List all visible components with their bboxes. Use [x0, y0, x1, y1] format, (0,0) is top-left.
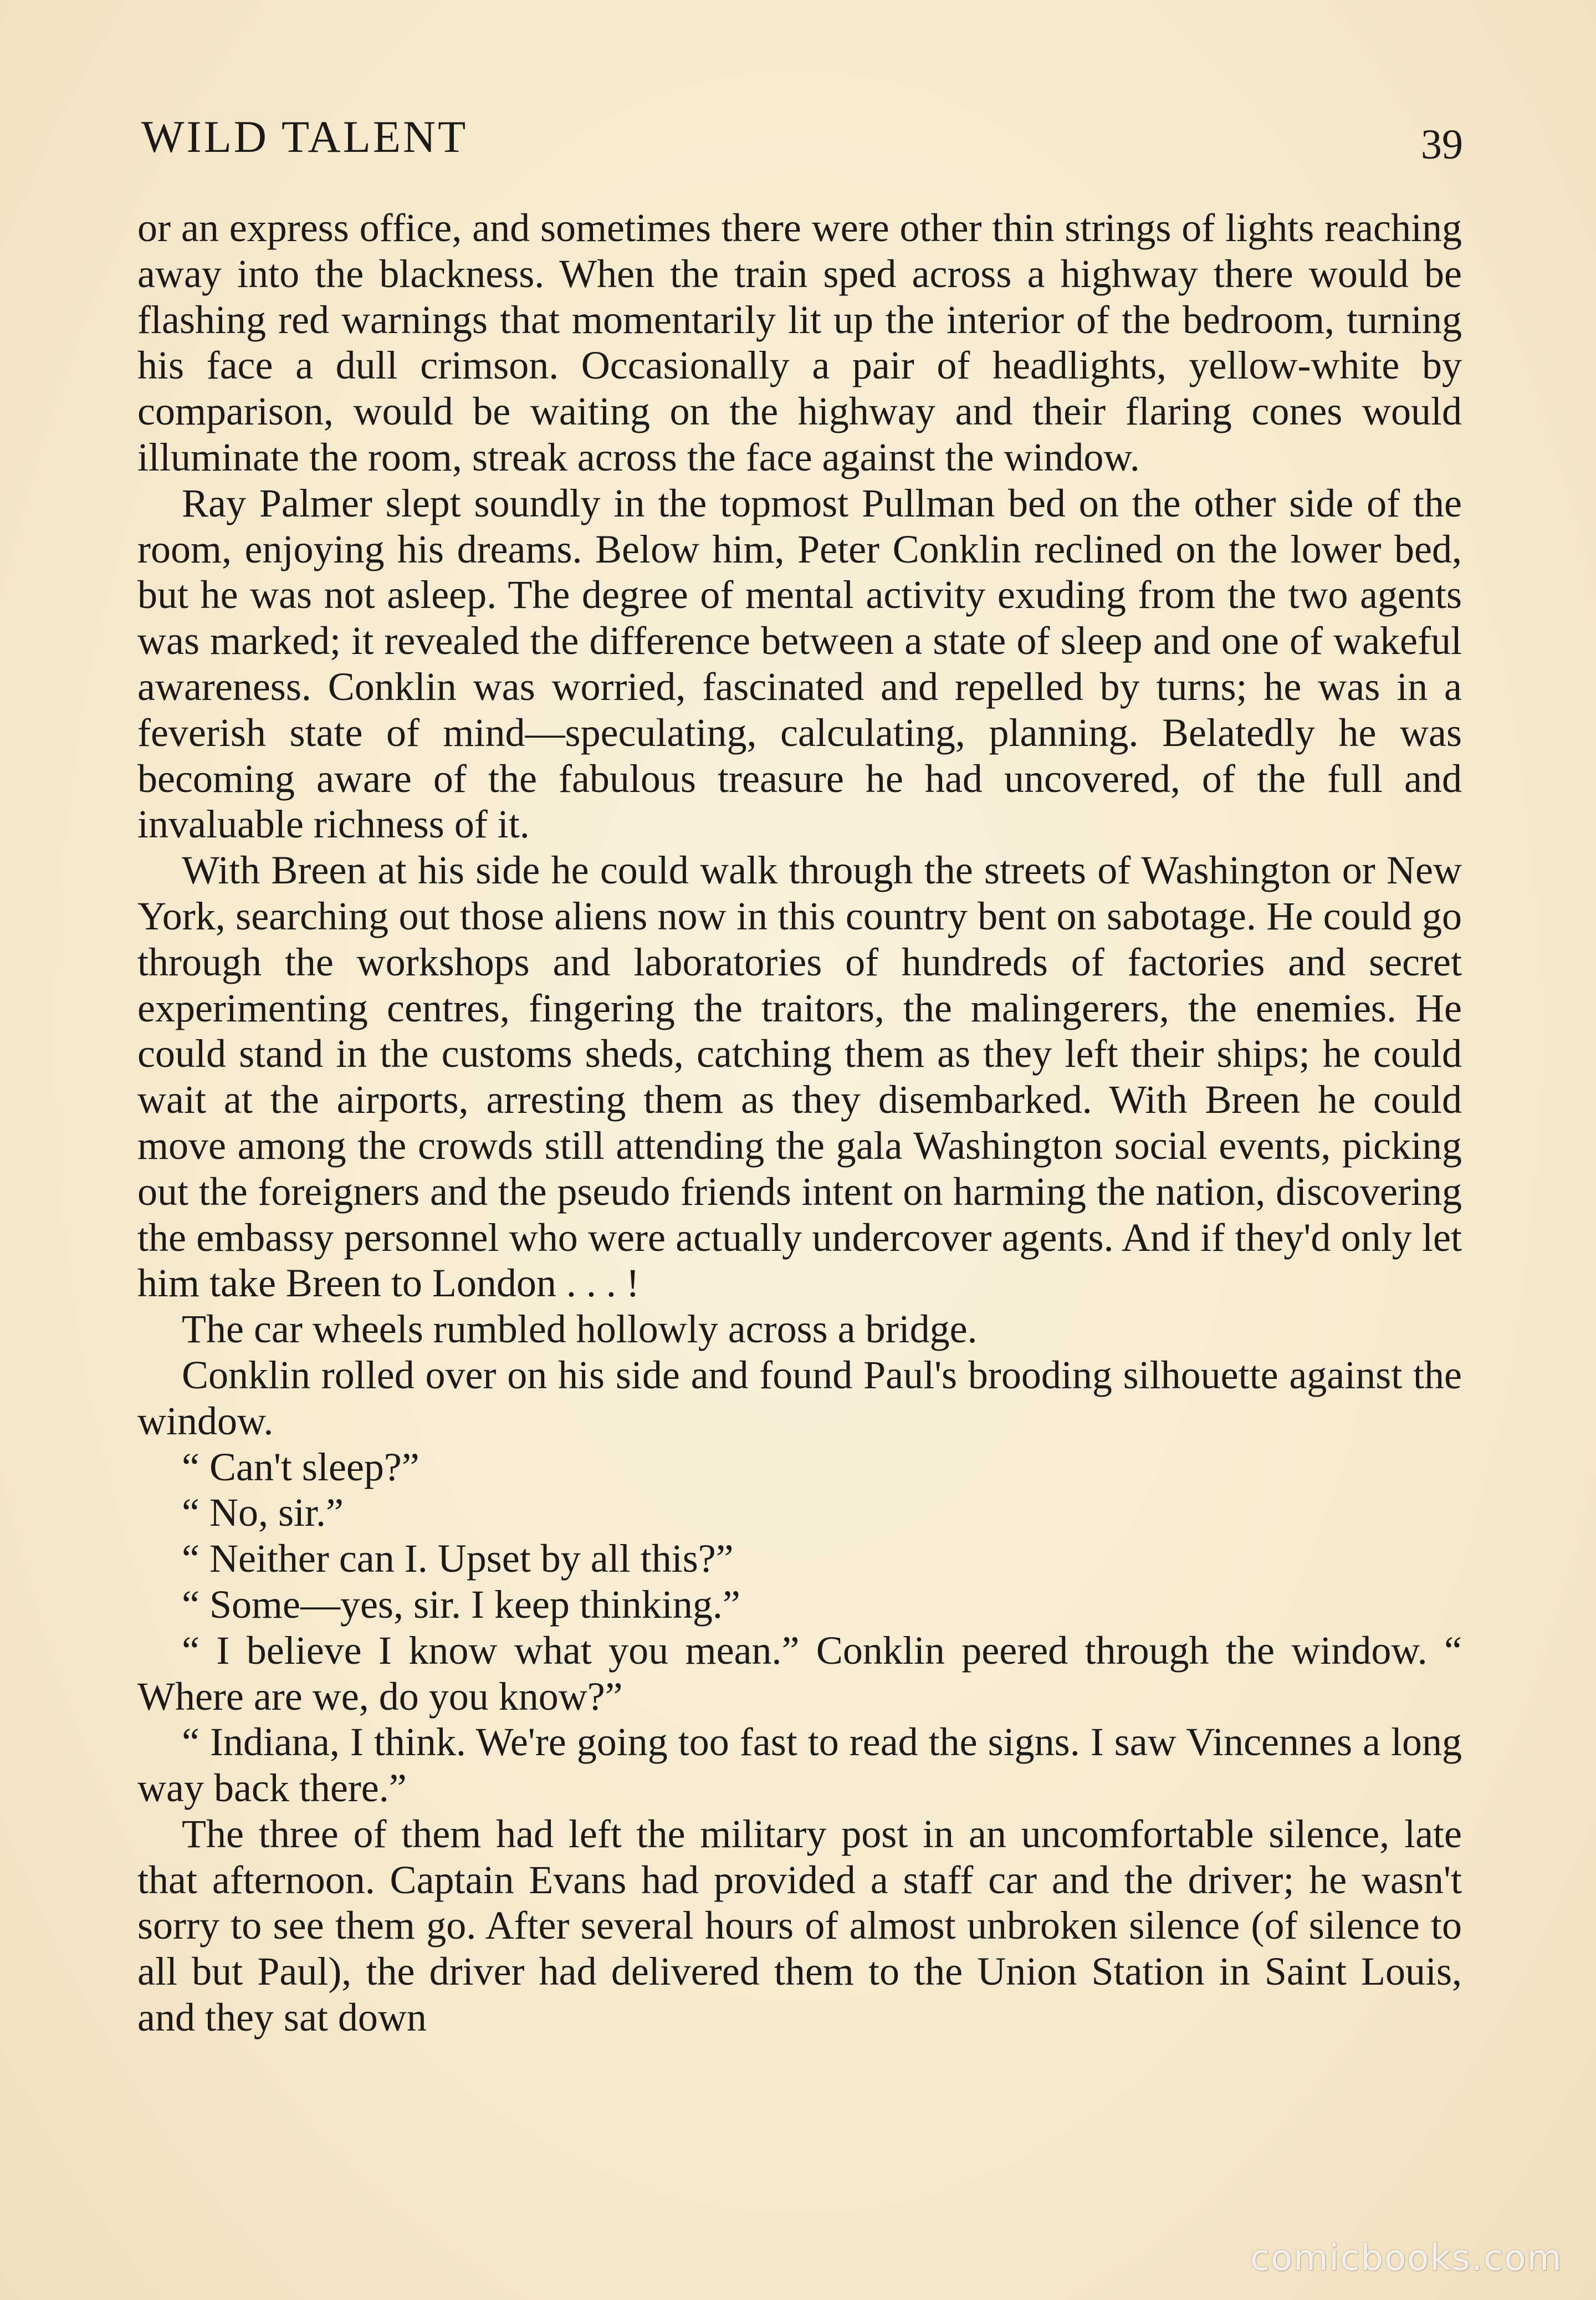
paragraph: or an express office, and sometimes there were other thin strings of lights reaching away into the blackness. When the train sped across a highway there would be flashing red warnings that momentarily lit up the interior of the bedroom, turning his face a dull crimson. Occasionally a pair of headlights, yellow-white by comparison, would be waiting on the highway and their flaring cones would illuminate the room, streak across the face against the window. [137, 206, 1462, 479]
dialogue-line: “ No, sir.” [182, 1490, 344, 1535]
paragraph: Ray Palmer slept soundly in the topmost Pullman bed on the other side of the room, enjoying his dreams. Below him, Peter Conklin reclined on the lower bed, but he was not asleep. The degree of mental activity exuding from the two agents was marked; it revealed the difference between a state of sleep and one of wakeful awareness. Conklin was worried, fascinated and repelled by turns; he was in a feverish state of mind—speculating, calculating, planning. Belatedly he was becoming aware of the fabulous treasure he had uncovered, of the full and invaluable richness of it. [137, 481, 1462, 847]
paragraph: The car wheels rumbled hollowly across a bridge. [182, 1307, 978, 1352]
watermark: comicbooks.com [1250, 2238, 1563, 2279]
paragraph: The three of them had left the military post in an uncomfortable silence, late that afternoon. Captain Evans had provided a staff car and the driver; he wasn't sorry to see them go. After several hours of almost unbroken silence (of silence to all but Paul), the driver had delivered them to the Union Station in Saint Louis, and they sat down [137, 1811, 1462, 2040]
dialogue-line: “ Can't sleep?” [182, 1444, 420, 1489]
paragraph: Conklin rolled over on his side and found Paul's brooding silhouette against the window. [137, 1352, 1462, 1443]
dialogue-line: “ Indiana, I think. We're going too fast to read the signs. I saw Vincennes a long way back there.” [137, 1720, 1462, 1811]
page-number: 39 [1421, 121, 1463, 168]
dialogue-line: “ Neither can I. Upset by all this?” [182, 1536, 734, 1581]
dialogue-line: “ Some—yes, sir. I keep thinking.” [182, 1582, 740, 1627]
body-text [137, 205, 1462, 2041]
running-head: WILD TALENT [141, 111, 468, 162]
dialogue-line: “ I believe I know what you mean.” Conklin peered through the window. “ Where are we, do you know?” [137, 1628, 1462, 1719]
paragraph: With Breen at his side he could walk through the streets of Washington or New York, searching out those aliens now in this country bent on sabotage. He could go through the workshops and laboratories of hundreds of factories and secret experimenting centres, fingering the traitors, the malingerers, the enemies. He could stand in the customs sheds, catching them as they left their ships; he could wait at the airports, arresting them as they disembarked. With Breen he could move among the crowds still attending the gala Washington social events, picking out the foreigners and the pseudo friends intent on harming the nation, discovering the embassy personnel who were actually undercover agents. And if they'd only let him take Breen to London . . . ! [137, 848, 1462, 1306]
